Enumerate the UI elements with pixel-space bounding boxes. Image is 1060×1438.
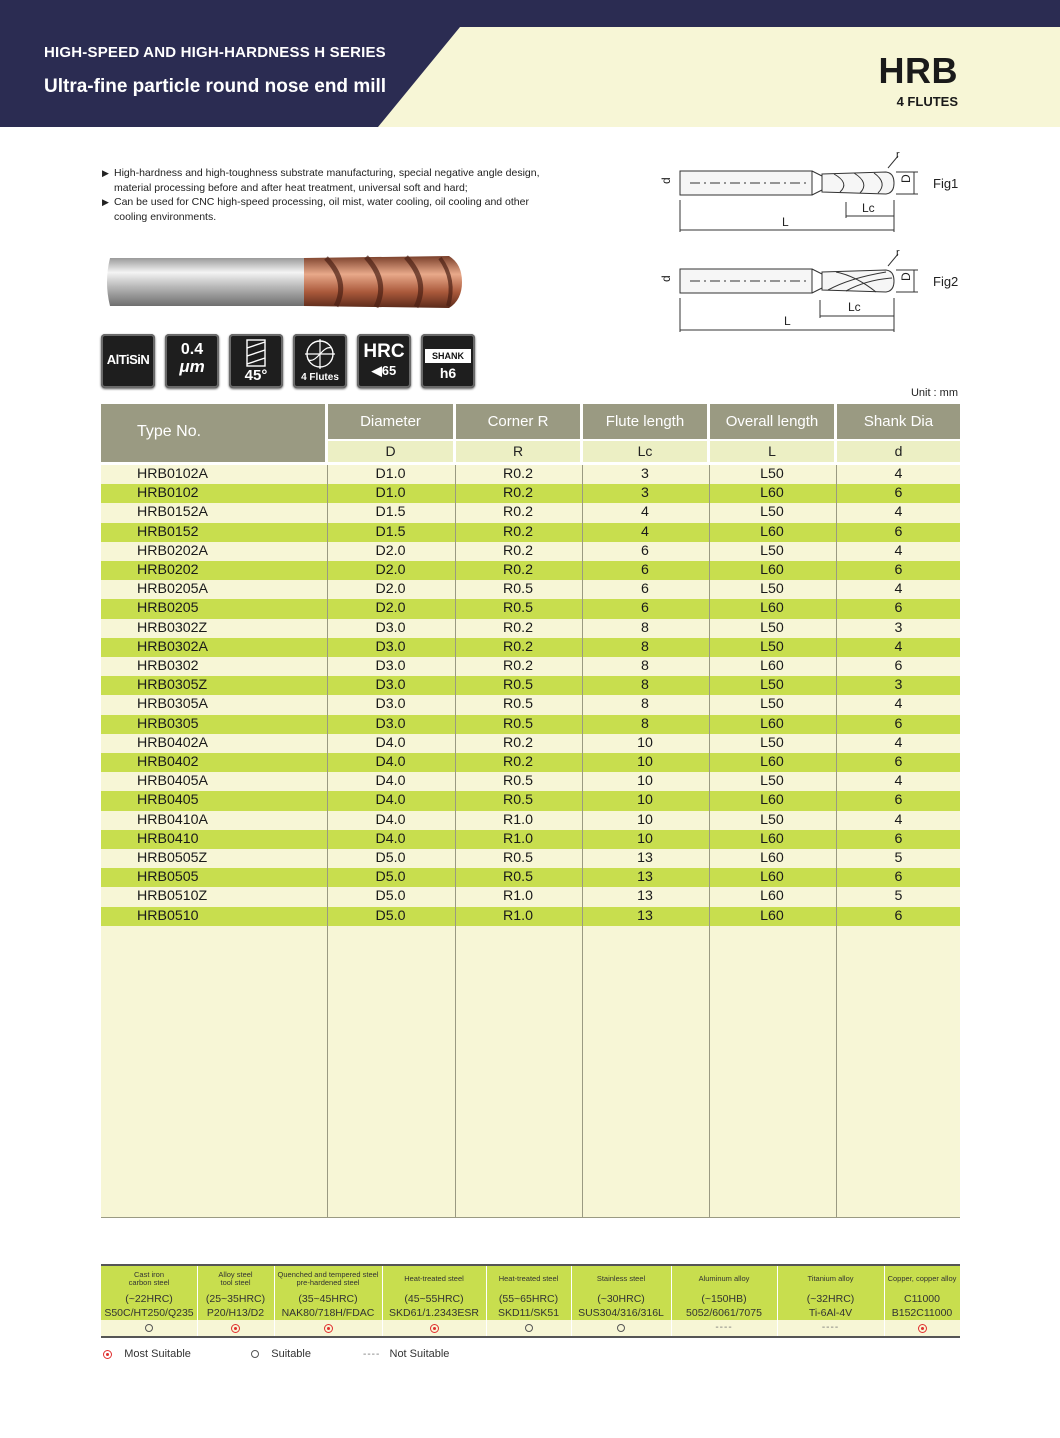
- table-cell: D1.0: [375, 485, 406, 502]
- material-hardness: (~150HB): [701, 1293, 747, 1305]
- table-cell: D4.0: [375, 811, 406, 828]
- table-cell: R1.0: [503, 888, 533, 905]
- table-row: [101, 542, 960, 561]
- table-cell: R0.5: [503, 792, 533, 809]
- material-hardness: (45~55HRC): [404, 1293, 464, 1305]
- fig2-label: Fig2: [933, 274, 959, 289]
- not-suitable-icon: ----: [715, 1322, 733, 1334]
- most-suitable-icon: [324, 1324, 333, 1333]
- table-cell: L50: [760, 581, 784, 598]
- table-row: [101, 907, 960, 926]
- material-hardness: (~30HRC): [597, 1293, 645, 1305]
- suitable-icon: [145, 1324, 153, 1332]
- table-cell: L60: [760, 850, 784, 866]
- table-cell: 8: [641, 677, 649, 694]
- table-cell: L50: [760, 619, 784, 636]
- table-cell: D4.0: [375, 754, 406, 770]
- page-header: [0, 0, 1060, 127]
- type-no-cell: HRB0152A: [137, 504, 208, 521]
- table-cell: D4.0: [375, 734, 406, 751]
- table-cell: D4.0: [375, 830, 406, 847]
- type-no-cell: HRB0302A: [137, 638, 208, 655]
- material-name: [274, 1266, 382, 1292]
- table-cell: 4: [641, 523, 649, 540]
- table-cell: L50: [760, 677, 784, 694]
- table-cell: L60: [760, 600, 784, 617]
- table-cell: L60: [760, 830, 784, 847]
- type-no-cell: HRB0305: [137, 715, 199, 732]
- unit-label: Unit : mm: [910, 387, 958, 399]
- shank-dia-label: d: [659, 177, 673, 184]
- table-cell: 6: [894, 485, 903, 502]
- table-row: [101, 715, 960, 734]
- table-cell: 6: [894, 869, 903, 886]
- overall-length-label: L: [784, 314, 791, 328]
- column-divider: [455, 465, 456, 1217]
- table-cell: 8: [641, 658, 649, 674]
- material-name: [777, 1266, 884, 1292]
- not-suitable-icon: ----: [363, 1348, 381, 1360]
- material-hardness: (35~45HRC): [298, 1293, 358, 1305]
- table-cell: L50: [760, 504, 784, 521]
- diameter-label: D: [899, 174, 913, 183]
- overall-length-label: L: [782, 215, 789, 229]
- type-no-cell: HRB0102: [137, 485, 199, 502]
- table-cell: 4: [894, 638, 903, 655]
- table-cell: R0.5: [503, 869, 533, 886]
- material-name: [101, 1266, 197, 1292]
- table-cell: L60: [760, 907, 784, 924]
- table-row: [101, 887, 960, 906]
- spec-table: [101, 404, 960, 924]
- material-hardness: C11000: [903, 1293, 940, 1305]
- type-no-cell: HRB0305A: [137, 696, 208, 713]
- type-no-cell: HRB0152: [137, 523, 199, 540]
- type-no-cell: HRB0305Z: [137, 677, 208, 694]
- most-suitable-icon: [103, 1350, 112, 1359]
- table-bottom-border: [101, 1217, 960, 1218]
- table-row: [101, 561, 960, 580]
- table-cell: 10: [637, 773, 653, 790]
- table-cell: L60: [760, 523, 784, 540]
- table-cell: R0.2: [503, 523, 533, 540]
- material-column: [884, 1266, 960, 1336]
- material-grades: B152C11000: [891, 1307, 953, 1319]
- material-name: [197, 1266, 274, 1292]
- table-cell: 6: [894, 523, 903, 540]
- material-grades: SKD11/SK51: [497, 1307, 560, 1319]
- material-grades: 5052/6061/7075: [686, 1307, 762, 1319]
- column-divider: [836, 465, 837, 1217]
- table-cell: 4: [894, 581, 903, 598]
- material-column: [101, 1266, 197, 1336]
- end-mill-image: [104, 252, 466, 312]
- flute-length-label: Lc: [862, 201, 875, 215]
- table-cell: D2.0: [375, 600, 406, 617]
- table-cell: D2.0: [375, 562, 406, 578]
- table-cell: R0.2: [503, 542, 533, 559]
- material-divider: [671, 1266, 672, 1336]
- material-divider: [884, 1266, 885, 1336]
- shank-tolerance-icon: SHANK h6: [421, 334, 475, 388]
- most-suitable-icon: [231, 1324, 240, 1333]
- type-no-cell: HRB0405A: [137, 773, 208, 790]
- material-column: [486, 1266, 571, 1336]
- material-column: [571, 1266, 671, 1336]
- table-row: [101, 811, 960, 830]
- product-subtitle: Ultra-fine particle round nose end mill: [44, 76, 387, 97]
- series-title: HIGH-SPEED AND HIGH-HARDNESS H SERIES: [44, 44, 386, 61]
- shank-dia-label: d: [659, 275, 673, 282]
- material-column: [197, 1266, 274, 1336]
- suitability-cell: [777, 1320, 884, 1336]
- table-cell: 6: [894, 562, 903, 578]
- product-flutes: 4 FLUTES: [896, 94, 958, 109]
- material-column: [274, 1266, 382, 1336]
- coating-icon: AlTiSiN: [101, 334, 155, 388]
- diameter-label: D: [899, 272, 913, 281]
- legend-suitable: Suitable: [251, 1348, 311, 1360]
- material-name: [486, 1266, 571, 1292]
- table-cell: L50: [760, 466, 784, 482]
- not-suitable-icon: ----: [821, 1322, 840, 1334]
- table-cell: 4: [641, 504, 649, 521]
- table-cell: D5.0: [375, 888, 406, 905]
- table-cell: L60: [760, 792, 784, 809]
- table-cell: 10: [637, 754, 653, 770]
- corner-radius-label: r: [896, 150, 900, 161]
- table-cell: 4: [894, 504, 903, 521]
- table-cell: R0.2: [503, 734, 533, 751]
- table-cell: 6: [894, 907, 903, 924]
- type-no-cell: HRB0302: [137, 658, 199, 674]
- material-name-line: Cast iron: [133, 1269, 164, 1279]
- table-cell: L50: [760, 734, 784, 751]
- material-divider: [571, 1266, 572, 1336]
- table-cell: 6: [894, 658, 903, 674]
- table-cell: R0.2: [503, 754, 533, 770]
- type-no-cell: HRB0510Z: [137, 888, 208, 905]
- table-cell: L50: [760, 773, 784, 790]
- table-cell: D1.0: [375, 466, 406, 482]
- suitability-cell: [382, 1320, 486, 1336]
- material-name-line: tool steel: [220, 1278, 251, 1287]
- table-cell: 4: [894, 734, 903, 751]
- material-name-line: Stainless steel: [596, 1273, 646, 1283]
- table-cell: D1.5: [375, 504, 406, 521]
- table-row: [101, 791, 960, 810]
- table-row: [101, 523, 960, 542]
- table-cell: 5: [894, 888, 903, 905]
- material-divider: [382, 1266, 383, 1336]
- table-cell: 4: [894, 811, 903, 828]
- table-cell: L60: [760, 888, 784, 905]
- suitability-cell: [197, 1320, 274, 1336]
- table-cell: 10: [637, 792, 653, 809]
- table-cell: 4: [894, 696, 903, 713]
- material-grades: Ti-6Al-4V: [808, 1307, 853, 1319]
- table-cell: R0.5: [503, 773, 533, 790]
- table-cell: 8: [641, 696, 649, 713]
- table-row: [101, 734, 960, 753]
- table-cell: D5.0: [375, 907, 406, 924]
- type-no-cell: HRB0205A: [137, 581, 208, 598]
- table-body: [101, 465, 960, 1217]
- material-divider: [777, 1266, 778, 1336]
- table-cell: R0.2: [503, 562, 533, 578]
- type-no-cell: HRB0402: [137, 754, 199, 770]
- table-cell: D3.0: [375, 638, 406, 655]
- table-cell: R0.5: [503, 715, 533, 732]
- table-cell: 6: [641, 562, 649, 578]
- material-column: [382, 1266, 486, 1336]
- most-suitable-icon: [430, 1324, 439, 1333]
- table-cell: L50: [760, 811, 784, 828]
- type-no-header: Type No.: [101, 404, 325, 462]
- feature-item: ▶ Can be used for CNC high-speed processing, oil mist, water cooling, oil cooling and other cooling environments.: [102, 196, 529, 223]
- table-cell: R0.2: [503, 504, 533, 521]
- product-code: HRB: [878, 50, 958, 91]
- table-cell: 8: [641, 715, 649, 732]
- table-cell: 6: [894, 754, 903, 770]
- material-name-line: Aluminum alloy: [698, 1273, 750, 1283]
- table-cell: R0.5: [503, 677, 533, 694]
- table-cell: L60: [760, 562, 784, 578]
- table-row: [101, 503, 960, 522]
- helix-angle-icon: 45°: [229, 334, 283, 388]
- material-name: [571, 1266, 671, 1292]
- material-hardness: (55~65HRC): [498, 1293, 559, 1305]
- material-grades: P20/H13/D2: [206, 1307, 265, 1319]
- table-row: [101, 619, 960, 638]
- type-no-cell: HRB0410: [137, 830, 199, 847]
- material-name-line: Titanium alloy: [807, 1273, 854, 1283]
- table-cell: 13: [637, 907, 653, 924]
- material-divider: [197, 1266, 198, 1336]
- suitable-icon: [251, 1350, 259, 1358]
- type-no-cell: HRB0302Z: [137, 619, 208, 636]
- material-name: [884, 1266, 960, 1292]
- table-cell: D2.0: [375, 581, 406, 598]
- suitability-cell: [571, 1320, 671, 1336]
- suitable-icon: [525, 1324, 533, 1332]
- table-cell: D3.0: [375, 696, 406, 713]
- table-cell: 13: [637, 869, 653, 886]
- figure-1: [650, 150, 980, 240]
- figure-2: [650, 248, 980, 338]
- bullet-icon: ▶: [102, 168, 109, 178]
- material-hardness: (~22HRC): [125, 1293, 173, 1305]
- table-row: [101, 868, 960, 887]
- material-grades: S50C/HT250/Q235: [104, 1307, 194, 1319]
- type-no-cell: HRB0505Z: [137, 850, 208, 866]
- suitability-cell: [884, 1320, 960, 1336]
- table-cell: 5: [894, 850, 903, 866]
- table-row: [101, 676, 960, 695]
- material-suitability-table: [101, 1264, 960, 1338]
- table-cell: D4.0: [375, 773, 406, 790]
- table-cell: R1.0: [503, 811, 533, 828]
- suitability-cell: [101, 1320, 197, 1336]
- material-divider: [486, 1266, 487, 1336]
- column-header: Shank Dia d: [837, 404, 960, 462]
- type-no-cell: HRB0205: [137, 600, 199, 617]
- table-cell: L60: [760, 754, 784, 770]
- table-cell: L50: [760, 638, 784, 655]
- table-cell: L60: [760, 869, 784, 886]
- table-cell: L60: [760, 485, 784, 502]
- table-row: [101, 599, 960, 618]
- material-name-line: Copper, copper alloy: [887, 1273, 957, 1283]
- table-cell: R0.5: [503, 581, 533, 598]
- table-row: [101, 772, 960, 791]
- table-cell: 6: [641, 542, 649, 559]
- table-cell: R0.2: [503, 485, 533, 502]
- material-divider: [274, 1266, 275, 1336]
- feature-item: ▶ High-hardness and high-toughness substrate manufacturing, special negative angle design, material processing before and after heat treatment, universal soft and hard;: [102, 167, 540, 194]
- column-divider: [327, 465, 328, 1217]
- material-name-line: Heat-treated steel: [404, 1273, 464, 1283]
- table-cell: R1.0: [503, 830, 533, 847]
- suitability-cell: [486, 1320, 571, 1336]
- material-name-line: pre-hardened steel: [296, 1278, 360, 1287]
- table-row: [101, 753, 960, 772]
- table-row: [101, 657, 960, 676]
- table-cell: L60: [760, 658, 784, 674]
- table-cell: L50: [760, 696, 784, 713]
- table-cell: R0.2: [503, 466, 533, 482]
- table-cell: 10: [637, 830, 653, 847]
- legend-not-suitable: ---- Not Suitable: [363, 1348, 450, 1360]
- table-cell: D5.0: [375, 850, 406, 866]
- table-row: [101, 695, 960, 714]
- flutes-icon: 4 Flutes: [293, 334, 347, 388]
- table-cell: D3.0: [375, 715, 406, 732]
- table-cell: R0.5: [503, 600, 533, 617]
- material-name-line: carbon steel: [128, 1278, 170, 1287]
- grain-size-icon: 0.4 μm: [165, 334, 219, 388]
- table-cell: D3.0: [375, 619, 406, 636]
- table-cell: R0.2: [503, 658, 533, 674]
- table-cell: D3.0: [375, 658, 406, 674]
- table-cell: 8: [641, 619, 649, 636]
- material-name: [382, 1266, 486, 1292]
- table-cell: 10: [637, 734, 653, 751]
- table-cell: 6: [894, 792, 903, 809]
- material-column: [777, 1266, 884, 1336]
- table-row: [101, 484, 960, 503]
- table-cell: 6: [894, 830, 903, 847]
- table-cell: 4: [894, 542, 903, 559]
- table-cell: D3.0: [375, 677, 406, 694]
- material-name-line: Quenched and tempered steel: [277, 1269, 379, 1279]
- table-row: [101, 830, 960, 849]
- type-no-cell: HRB0102A: [137, 466, 208, 482]
- type-no-cell: HRB0405: [137, 792, 199, 809]
- table-cell: 4: [894, 466, 903, 482]
- table-cell: 6: [894, 600, 903, 617]
- type-no-cell: HRB0202: [137, 562, 199, 578]
- material-name-line: Alloy steel: [218, 1269, 253, 1279]
- table-cell: 6: [641, 581, 649, 598]
- column-header: Flute length Lc: [583, 404, 707, 462]
- fig1-label: Fig1: [933, 176, 959, 191]
- legend-most-suitable: Most Suitable: [103, 1348, 191, 1360]
- type-no-cell: HRB0505: [137, 869, 199, 886]
- material-name-line: Heat-treated steel: [498, 1273, 559, 1283]
- table-cell: 3: [641, 485, 649, 502]
- column-header: Overall length L: [710, 404, 834, 462]
- material-column: [671, 1266, 777, 1336]
- material-hardness: (~32HRC): [806, 1293, 855, 1305]
- table-row: [101, 580, 960, 599]
- table-row: [101, 638, 960, 657]
- table-cell: 8: [641, 638, 649, 655]
- table-cell: 13: [637, 850, 653, 866]
- table-cell: 4: [894, 773, 903, 790]
- feature-icons: [101, 334, 475, 388]
- table-row: [101, 465, 960, 484]
- table-cell: D4.0: [375, 792, 406, 809]
- table-cell: D1.5: [375, 523, 406, 540]
- suitability-cell: [274, 1320, 382, 1336]
- type-no-cell: HRB0202A: [137, 542, 208, 559]
- material-hardness: (25~35HRC): [205, 1293, 266, 1305]
- suitability-cell: [671, 1320, 777, 1336]
- table-cell: 6: [641, 600, 649, 617]
- material-grades: SKD61/1.2343ESR: [389, 1307, 479, 1319]
- type-no-cell: HRB0402A: [137, 734, 208, 751]
- corner-radius-label: r: [896, 248, 900, 259]
- flute-length-label: Lc: [848, 300, 861, 314]
- suitable-icon: [617, 1324, 625, 1332]
- type-no-cell: HRB0410A: [137, 811, 208, 828]
- table-cell: 3: [894, 677, 903, 694]
- bullet-icon: ▶: [102, 197, 109, 207]
- table-cell: R0.5: [503, 696, 533, 713]
- table-cell: R0.2: [503, 619, 533, 636]
- most-suitable-icon: [918, 1324, 927, 1333]
- column-divider: [709, 465, 710, 1217]
- table-cell: R1.0: [503, 907, 533, 924]
- table-cell: D5.0: [375, 869, 406, 886]
- hrc-icon: HRC ◀65: [357, 334, 411, 388]
- column-divider: [582, 465, 583, 1217]
- table-cell: R0.2: [503, 638, 533, 655]
- table-cell: D2.0: [375, 542, 406, 559]
- feature-list: [102, 166, 552, 224]
- material-grades: NAK80/718H/FDAC: [281, 1307, 375, 1319]
- column-header: Diameter D: [328, 404, 453, 462]
- table-cell: 3: [641, 466, 649, 482]
- table-cell: 6: [894, 715, 903, 732]
- table-cell: R0.5: [503, 850, 533, 866]
- table-cell: 10: [637, 811, 653, 828]
- column-header: Corner R R: [456, 404, 580, 462]
- table-header: [101, 404, 960, 462]
- table-row: [101, 849, 960, 868]
- type-no-cell: HRB0510: [137, 907, 199, 924]
- table-cell: L50: [760, 542, 784, 559]
- table-cell: L60: [760, 715, 784, 732]
- material-grades: SUS304/316/316L: [578, 1307, 664, 1319]
- table-cell: 3: [894, 619, 903, 636]
- material-name: [671, 1266, 777, 1292]
- table-cell: 13: [637, 888, 653, 905]
